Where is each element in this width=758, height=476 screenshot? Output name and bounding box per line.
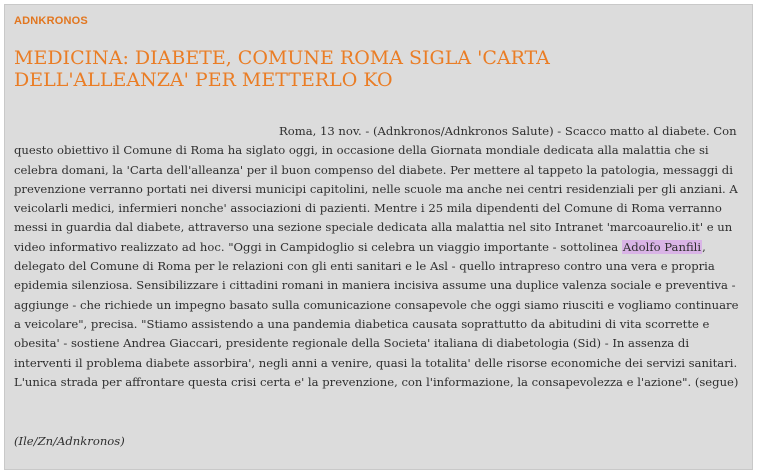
- article-body-text-2: , delegato del Comune di Roma per le relazioni con gli enti sanitari e le Asl - quello intrapreso contro una vera e propria epidemia silenziosa. Sensibilizzare i cittadini romani in maniera incisiva assume una duplice valenza sociale e preventiva - aggiunge - che richiede un impegno basato sulla comunicazione consapevole che oggi siamo riusciti e vogliamo continuare a veicolare", precisa. "Stiamo assistendo a una pandemia diabetica causata soprattutto da abitudini di vita scorrette e obesita' - sostiene Andrea Giaccari, presidente regionale della Societa' italiana di diabetologia (Sid) - In assenza di interventi il problema diabete assorbira', negli anni a venire, quasi la totalita' delle risorse economiche dei servizi sanitari. L'unica strada per affrontare questa crisi certa e' la prevenzione, con l'informazione, la consapevolezza e l'azione". (segue): [14, 239, 739, 389]
- source-label: ADNKRONOS: [14, 15, 88, 27]
- highlighted-name: Adolfo Panfili: [622, 239, 702, 254]
- article-body: [14, 122, 744, 392]
- article-headline: MEDICINA: DIABETE, COMUNE ROMA SIGLA 'CARTA DELL'ALLEANZA' PER METTERLO KO: [14, 47, 550, 91]
- article-signature: (Ile/Zn/Adnkronos): [14, 434, 125, 448]
- news-article-card: [4, 4, 753, 470]
- article-body-text-1: Roma, 13 nov. - (Adnkronos/Adnkronos Salute) - Scacco matto al diabete. Con questo obiettivo il Comune di Roma ha siglato oggi, in occasione della Giornata mondiale dedicata alla malattia che si celebra domani, la 'Carta dell'alleanza' per il buon compenso del diabete. Per mettere al tappeto la patologia, messaggi di prevenzione verranno portati nei diversi municipi capitolini, nelle scuole ma anche nei centri residenziali per gli anziani. A veicolarli medici, infermieri nonche' associazioni di pazienti. Mentre i 25 mila dipendenti del Comune di Roma verranno messi in guardia dal diabete, attraverso una sezione speciale dedicata alla malattia nel sito Intranet 'marcoaurelio.it' e un video informativo realizzato ad hoc. "Oggi in Campidoglio si celebra un viaggio importante - sottolinea: [14, 124, 738, 254]
